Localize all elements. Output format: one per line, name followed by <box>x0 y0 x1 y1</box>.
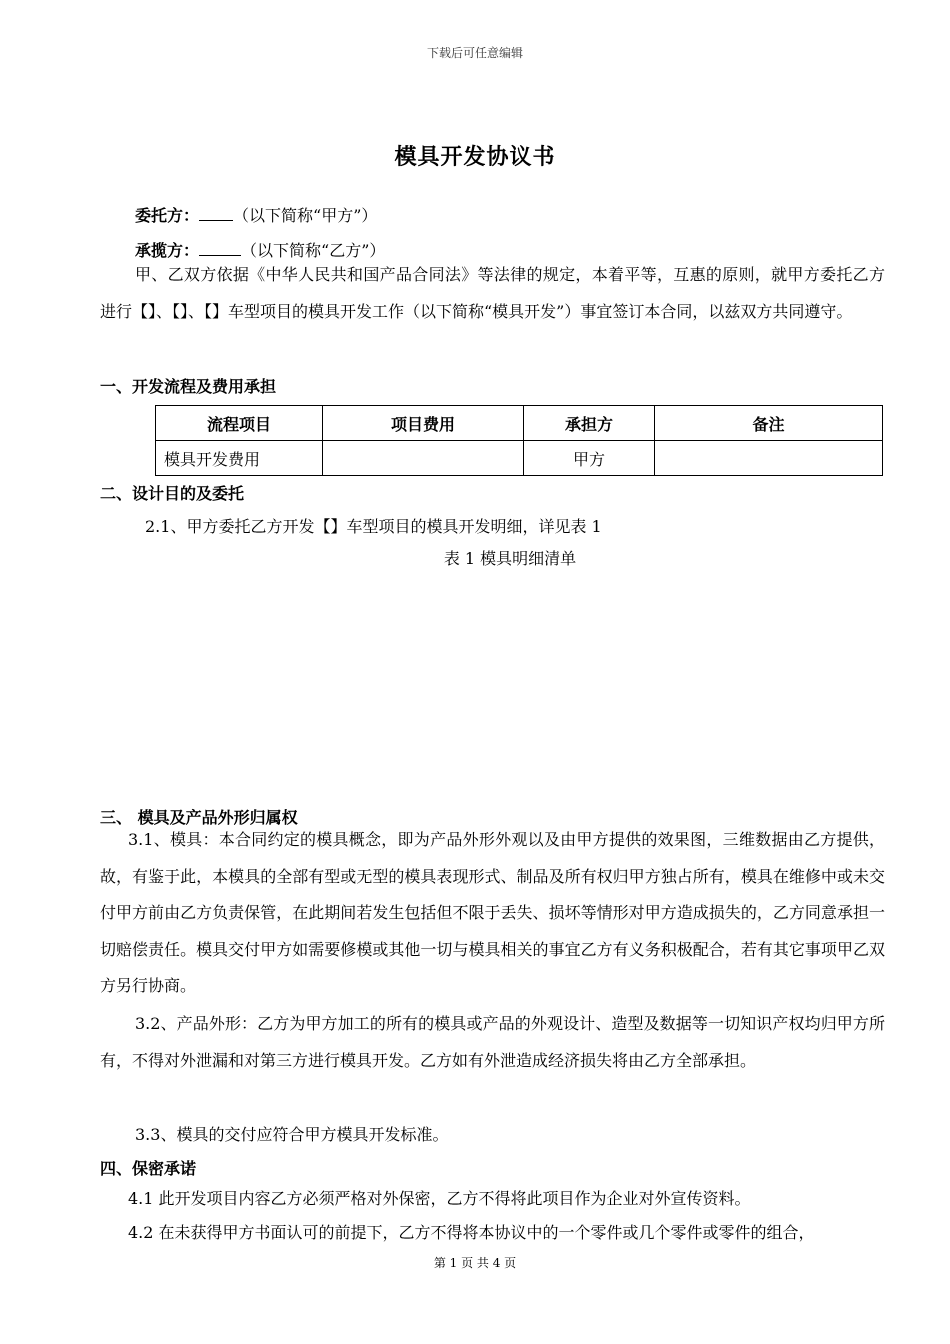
table-cell <box>655 441 883 476</box>
section3-p2: 3.2、产品外形：乙方为甲方加工的所有的模具或产品的外观设计、造型及数据等一切知识产权均归甲方所有，不得对外泄漏和对第三方进行模具开发。乙方如有外泄造成经济损失将由乙方全部承担。 <box>100 1014 885 1070</box>
section4-heading: 四、保密承诺 <box>100 1159 197 1178</box>
table-header-cell: 备注 <box>655 406 883 441</box>
intro-paragraph: 甲、乙双方依据《中华人民共和国产品合同法》等法律的规定，本着平等，互惠的原则，就甲方委托乙方进行【】、【】、【】车型项目的模具开发工作（以下简称“模具开发”）事宜签订本合同，以兹双方共同遵守。 <box>100 265 885 321</box>
table-header-cell: 承担方 <box>524 406 655 441</box>
table1-caption: 表 1 模具明细清单 <box>443 549 577 568</box>
page-footer: 第 1 页 共 4 页 <box>433 1256 517 1270</box>
contractor-blank <box>199 255 241 256</box>
table-cell <box>323 441 524 476</box>
flow-cost-table <box>155 405 883 476</box>
table-cell: 甲方 <box>524 441 655 476</box>
section2-heading: 二、设计目的及委托 <box>100 484 245 503</box>
section3-heading: 三、 模具及产品外形归属权 <box>100 808 298 827</box>
client-line <box>135 205 377 227</box>
section4-p1: 4.1 此开发项目内容乙方必须严格对外保密，乙方不得将此项目作为企业对外宣传资料。 <box>128 1189 751 1208</box>
contractor-label: 承揽方： <box>135 241 200 260</box>
section4-p2: 4.2 在未获得甲方书面认可的前提下，乙方不得将本协议中的一个零件或几个零件或零件的组合， <box>128 1223 815 1242</box>
client-blank <box>199 220 233 221</box>
table-header-cell: 流程项目 <box>156 406 323 441</box>
client-label: 委托方： <box>135 206 200 225</box>
section1-heading: 一、开发流程及费用承担 <box>100 377 277 396</box>
section3-p1: 3.1、模具：本合同约定的模具概念，即为产品外形外观以及由甲方提供的效果图，三维数据由乙方提供，故，有鉴于此，本模具的全部有型或无型的模具表现形式、制品及所有权归甲方独占所有，模具在维修中或未交付甲方前由乙方负责保管，在此期间若发生包括但不限于丢失、损坏等情形对甲方造成损失的，乙方同意承担一切赔偿责任。模具交付甲方如需要修模或其他一切与模具相关的事宜乙方有义务积极配合，若有其它事项甲乙双方另行协商。 <box>100 830 885 995</box>
table-row <box>156 441 883 476</box>
page-header: 下载后可任意编辑 <box>426 46 523 60</box>
table-header-row <box>156 406 883 441</box>
table-cell: 模具开发费用 <box>156 441 323 476</box>
client-suffix: （以下简称“甲方”） <box>233 206 378 225</box>
section2-item: 2.1、甲方委托乙方开发【】车型项目的模具开发明细，详见表 1 <box>145 517 602 536</box>
document-title: 模具开发协议书 <box>394 145 556 170</box>
contractor-suffix: （以下简称“乙方”） <box>241 241 386 260</box>
section3-p3: 3.3、模具的交付应符合甲方模具开发标准。 <box>135 1125 449 1144</box>
table-header-cell: 项目费用 <box>323 406 524 441</box>
